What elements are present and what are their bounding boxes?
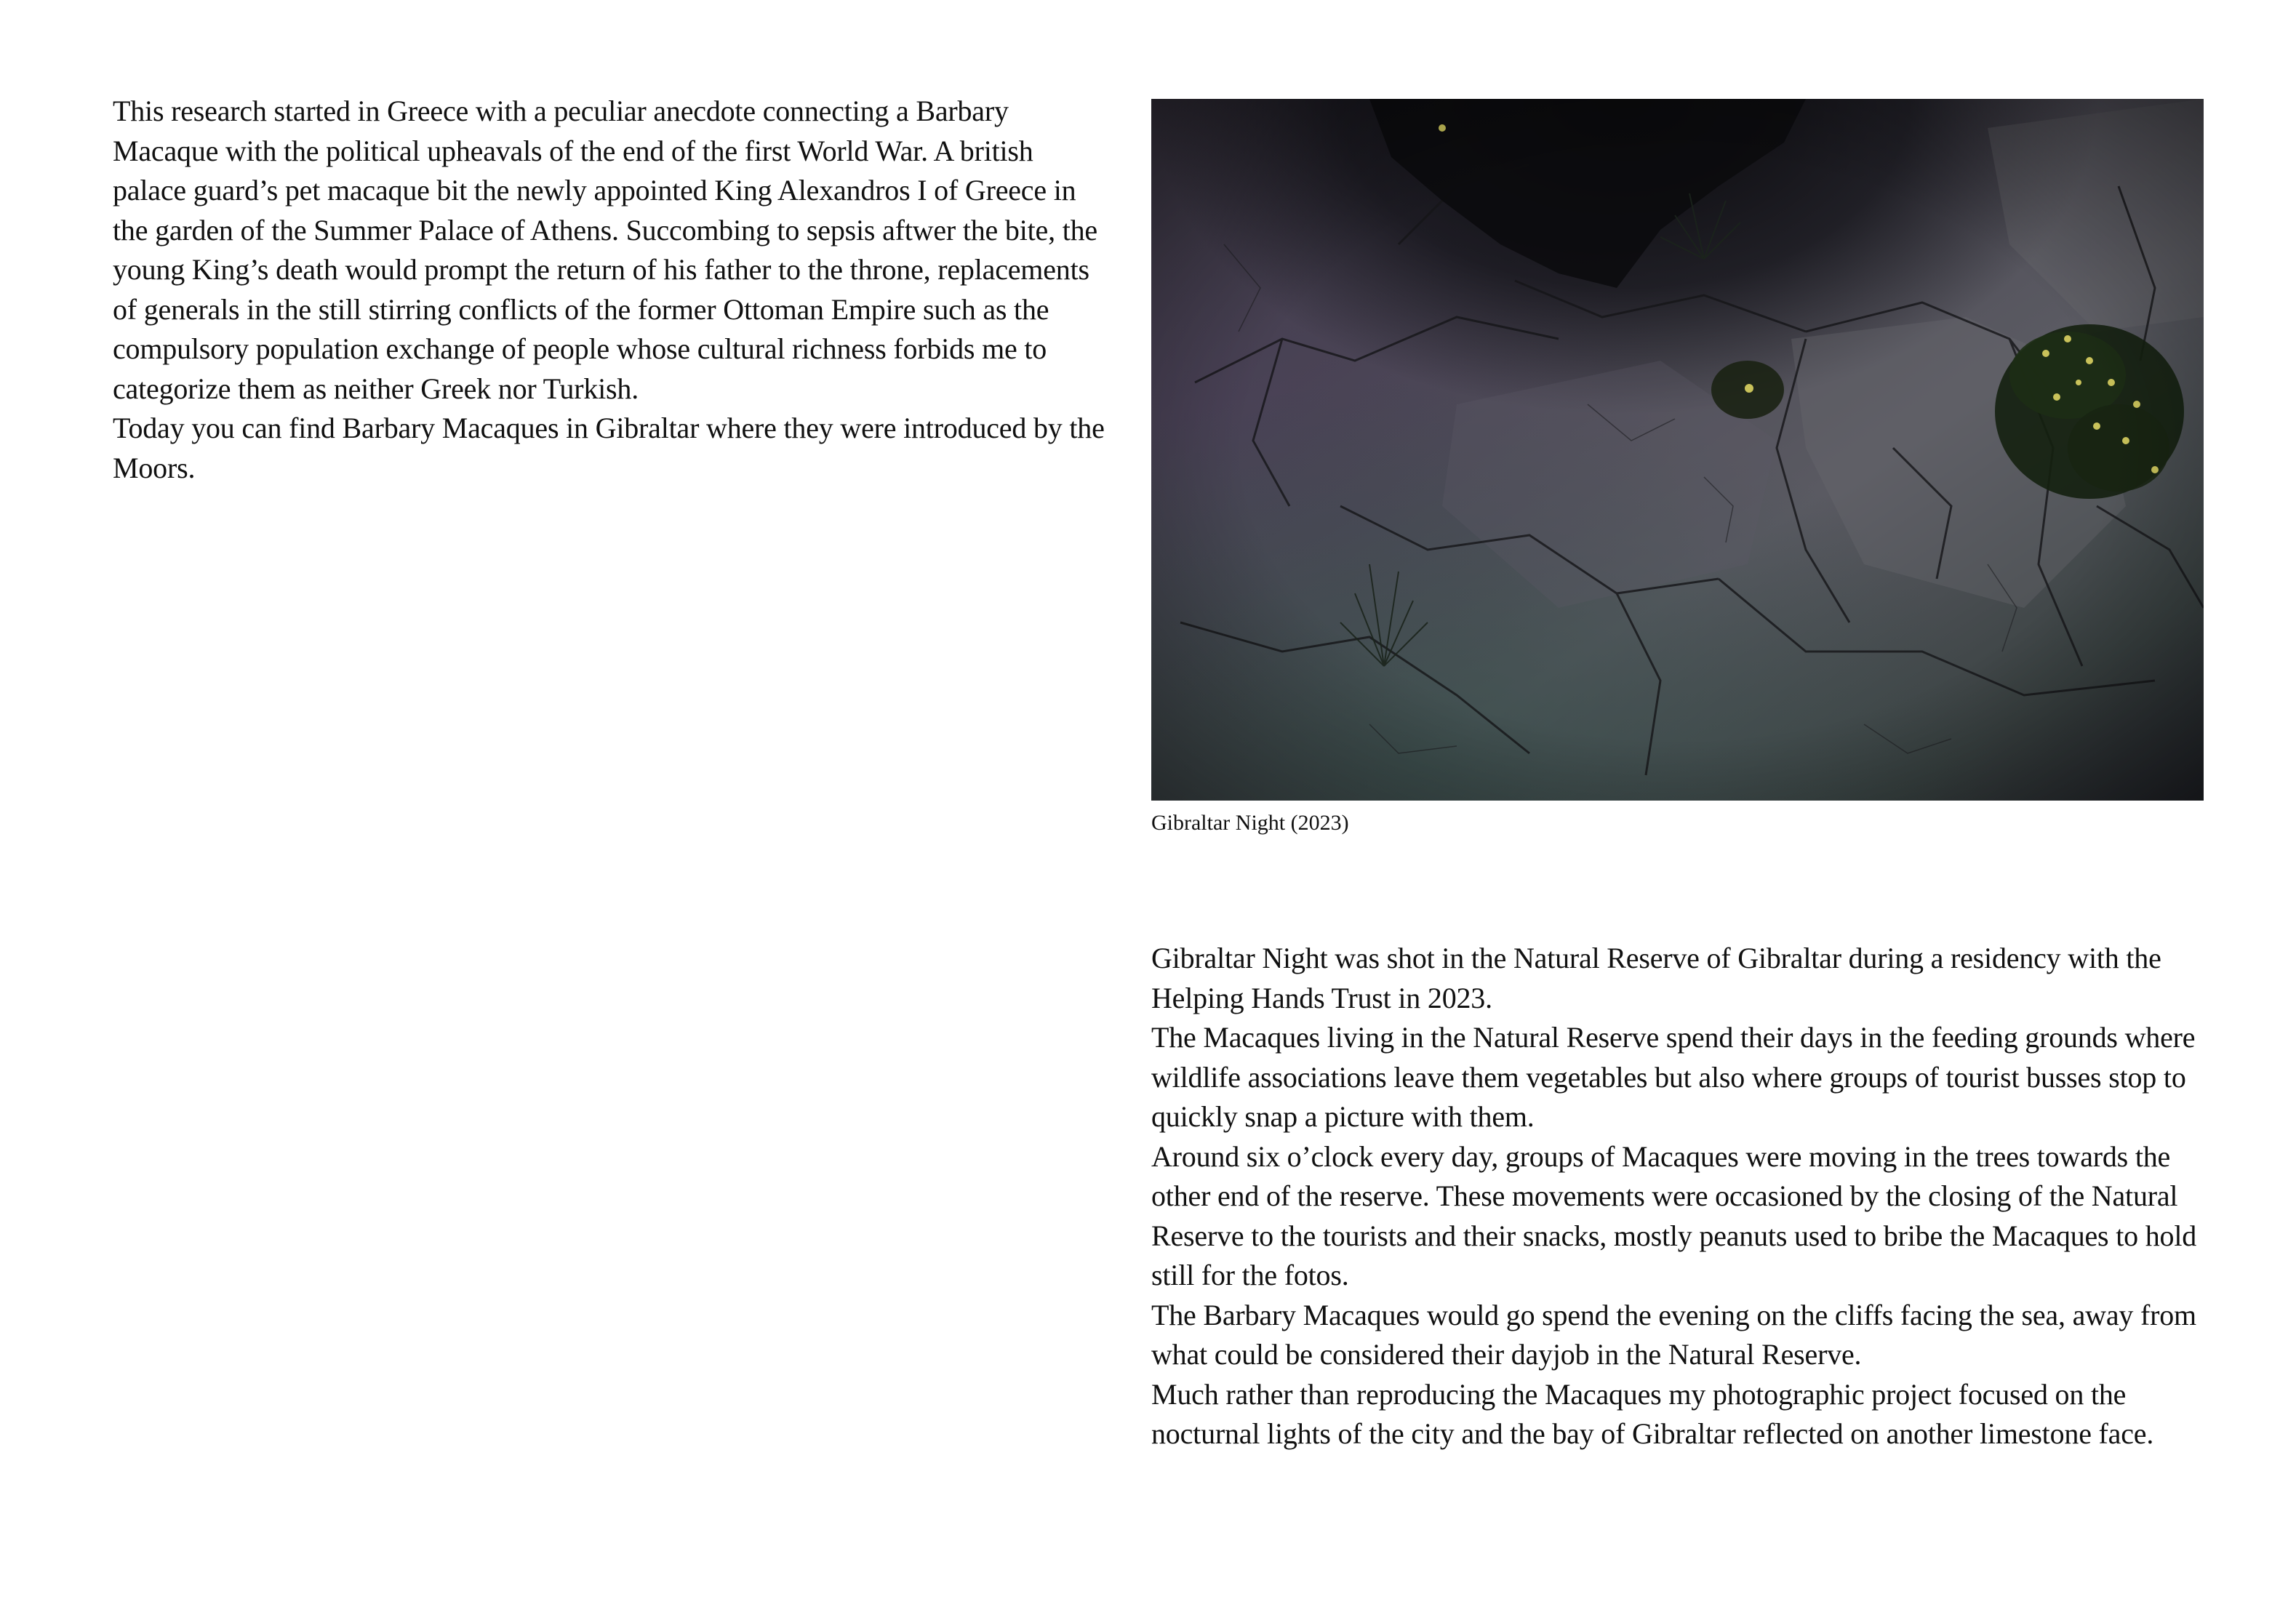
gibraltar-night-photo: [1151, 99, 2204, 801]
right-paragraph-5: Much rather than reproducing the Macaques my photographic project focused on the nocturnal lights of the city and the bay of Gibraltar reflected on another limestone face.: [1151, 1377, 2154, 1450]
left-paragraph-2: Today you can find Barbary Macaques in Gibraltar where they were introduced by the Moors.: [113, 412, 1105, 484]
right-paragraph-1: Gibraltar Night was shot in the Natural Reserve of Gibraltar during a residency with the Helping Hands Trust in 2023.: [1151, 942, 2161, 1014]
right-paragraph-2: The Macaques living in the Natural Reserve spend their days in the feeding grounds where wildlife associations leave them vegetables but also where groups of tourist busses stop to quickly snap a picture with them.: [1151, 1021, 2196, 1133]
left-text-column: [113, 92, 1109, 488]
right-text-column: [1151, 939, 2213, 1454]
right-paragraph-3: Around six o’clock every day, groups of Macaques were moving in the trees towards the other end of the reserve. These movements were occasioned by the closing of the Natural Reserve to the tourists and their snacks, mostly peanuts used to bribe the Macaques to hold still for the fotos.: [1151, 1139, 2197, 1291]
left-paragraph-1: This research started in Greece with a peculiar anecdote connecting a Barbary Macaque with the political upheavals of the end of the first World War. A british palace guard’s pet macaque bit the newly appointed King Alexandros I of Greece in the garden of the Summer Palace of Athens. Succombing to sepsis aftwer the bite, the young King’s death would prompt the return of his father to the throne, replacements of generals in the still stirring conflicts of the former Ottoman Empire such as the compulsory population exchange of people whose cultural richness forbids me to categorize them as neither Greek nor Turkish.: [113, 95, 1097, 405]
photo-caption: Gibraltar Night (2023): [1151, 811, 1349, 835]
right-paragraph-4: The Barbary Macaques would go spend the evening on the cliffs facing the sea, away from what could be considered their dayjob in the Natural Reserve.: [1151, 1298, 2196, 1371]
